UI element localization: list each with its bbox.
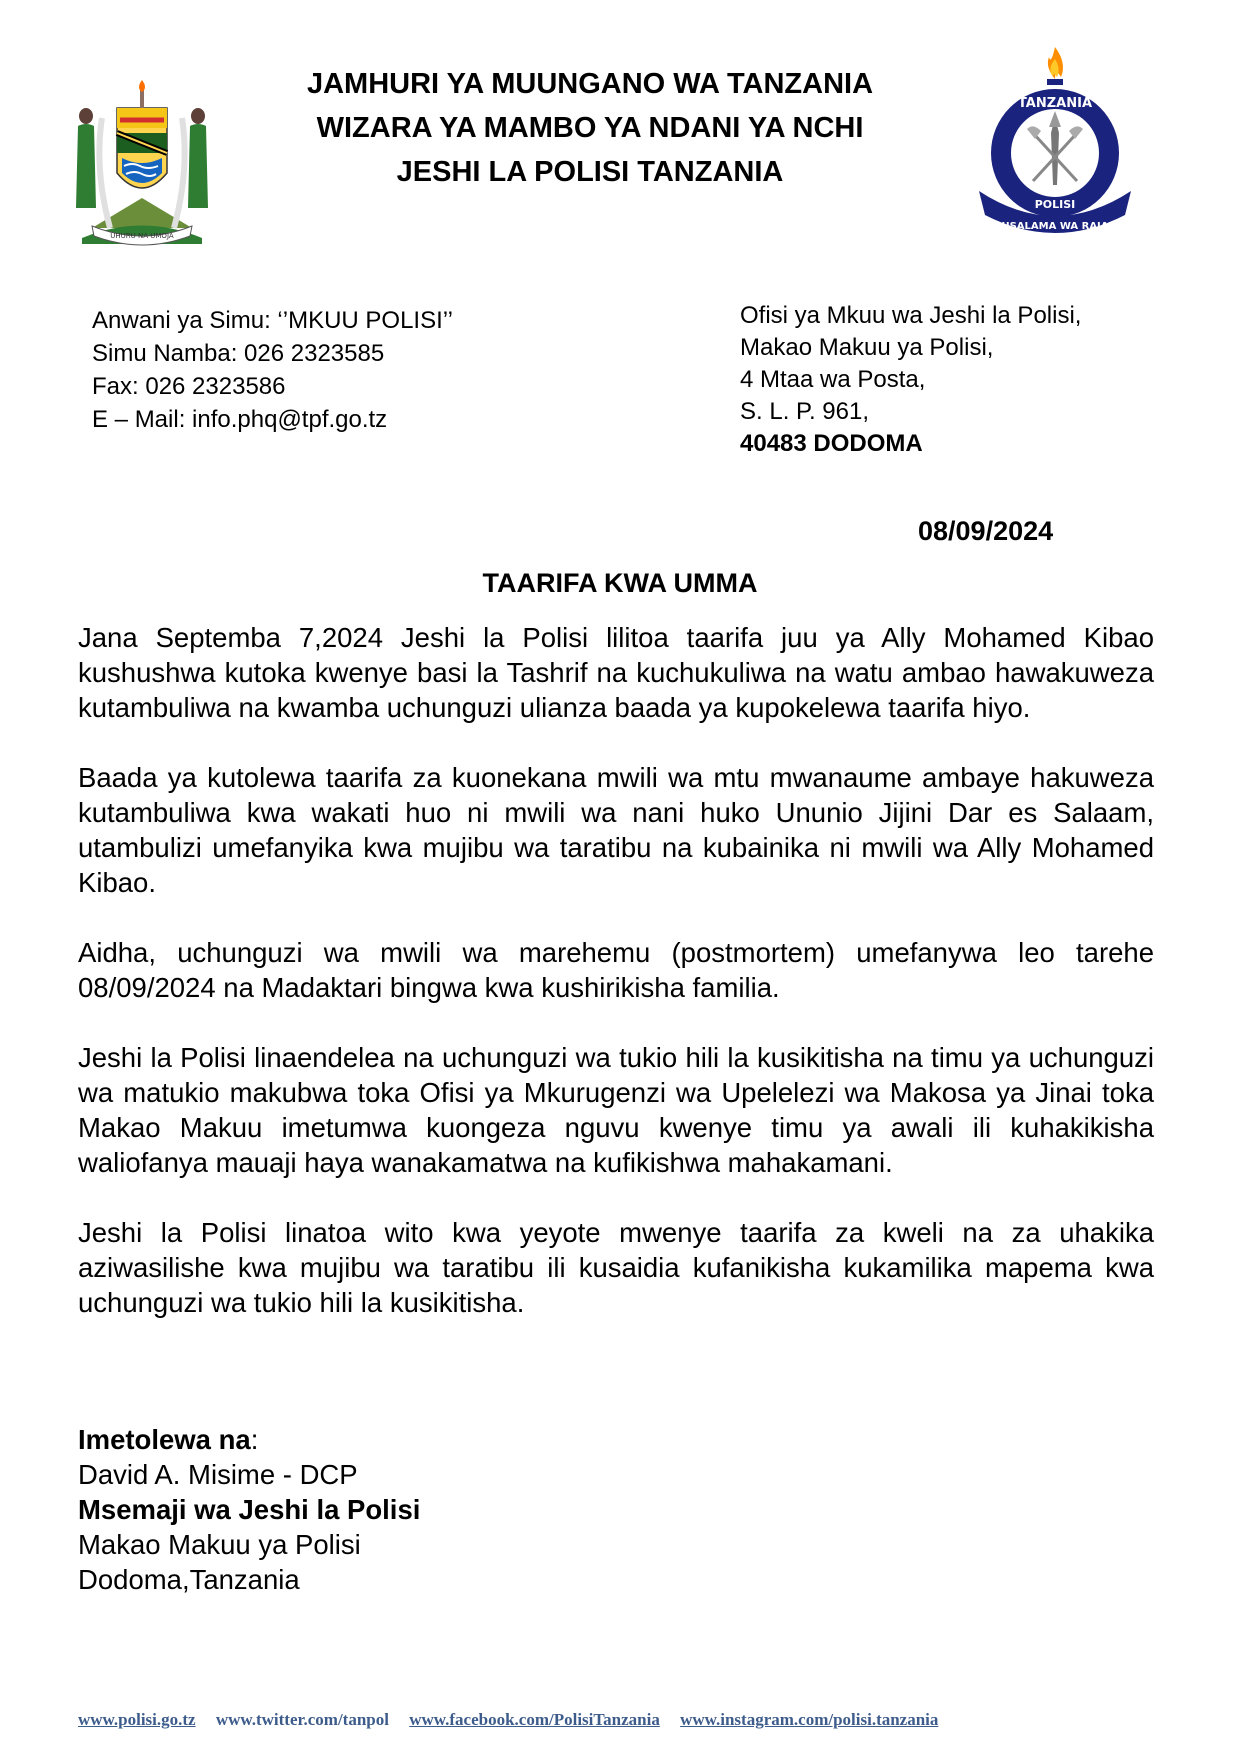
document-heading: TAARIFA KWA UMMA (482, 568, 758, 598)
police-logo-top-text: TANZANIA (1017, 96, 1093, 111)
paragraph-4: Jeshi la Polisi linaendelea na uchunguzi wa tukio hili la kusikitisha na timu ya uchunguzi wa matukio makubwa toka Ofisi ya Mkurugenzi wa Upelelezi wa Makosa ya Jinai toka Makao Makuu imetumwa kuongeza nguvu kwenye timu ya awali ili kuhakikisha waliofanya mauaji haya wanakamatwa na kufikishwa mahakamani. (78, 1042, 1154, 1178)
instagram-link[interactable]: www.instagram.com/polisi.tanzania (680, 1710, 939, 1729)
address-line-2: Makao Makuu ya Polisi, (740, 334, 994, 361)
issued-by-label: Imetolewa na (78, 1424, 251, 1455)
letterhead-title (230, 62, 950, 194)
address-line-4: S. L. P. 961, (740, 398, 869, 425)
signatory-office: Makao Makuu ya Polisi (78, 1529, 361, 1560)
phone-number: Simu Namba: 026 2323585 (92, 340, 385, 367)
signature-block (78, 1422, 420, 1597)
paragraph-3: Aidha, uchunguzi wa mwili wa marehemu (postmortem) umefanywa leo tarehe 08/09/2024 na Madaktari bingwa kwa kushirikisha familia. (78, 937, 1154, 1003)
twitter-link[interactable]: www.twitter.com/tanpol (215, 1710, 389, 1729)
contact-info (92, 304, 453, 436)
document-date: 08/09/2024 (918, 516, 1054, 546)
tanzania-police-badge-icon (975, 45, 1135, 235)
paragraph-1: Jana Septemba 7,2024 Jeshi la Polisi lilitoa taarifa juu ya Ally Mohamed Kibao kushushwa kutoka kwenye basi la Tashrif na kuchukuliwa na watu ambao hawakuweza kutambuliwa na kwamba uchunguzi ulianza baada ya kupokelewa taarifa hiyo. (78, 622, 1154, 723)
signatory-title: Msemaji wa Jeshi la Polisi (78, 1494, 421, 1525)
police-logo-inner-text: POLISI (1034, 198, 1076, 211)
paragraph-2: Baada ya kutolewa taarifa za kuonekana mwili wa mtu mwanaume ambaye hakuweza kutambuliwa kwa wakati huo ni mwili wa nani huko Ununio Jijini Dar es Salaam, utambulizi umefanyika kwa mujibu wa taratibu na kubainika ni mwili wa Ally Mohamed Kibao. (78, 762, 1154, 898)
letterhead-line-1: JAMHURI YA MUUNGANO WA TANZANIA (306, 68, 874, 100)
address-line-1: Ofisi ya Mkuu wa Jeshi la Polisi, (740, 302, 1082, 329)
police-logo-ribbon-text: USALAMA WA RAIA (1001, 221, 1109, 232)
document-body (78, 620, 1154, 1355)
postal-address (740, 300, 1081, 460)
signatory-name: David A. Misime - DCP (78, 1459, 358, 1490)
signatory-location: Dodoma,Tanzania (78, 1564, 300, 1595)
facebook-link[interactable]: www.facebook.com/PolisiTanzania (409, 1710, 660, 1729)
issued-by-colon: : (250, 1424, 259, 1455)
paragraph-5: Jeshi la Polisi linatoa wito kwa yeyote mwenye taarifa za kweli na za uhakika aziwasilishe kwa mujibu wa taratibu ili kusaidia kufanikisha kukamilika mapema kwa uchunguzi wa tukio hili la kusikitisha. (78, 1217, 1154, 1318)
footer-links (78, 1710, 954, 1730)
letterhead-line-2: WIZARA YA MAMBO YA NDANI YA NCHI (316, 112, 864, 144)
address-line-3: 4 Mtaa wa Posta, (740, 366, 926, 393)
letterhead-line-3: JESHI LA POLISI TANZANIA (396, 156, 784, 188)
website-link[interactable]: www.polisi.go.tz (78, 1710, 196, 1729)
telegraphic-address: Anwani ya Simu: ‘’MKUU POLISI’’ (92, 307, 454, 334)
address-city: 40483 DODOMA (740, 430, 923, 457)
tanzania-coat-of-arms-icon (72, 78, 212, 248)
svg-text:UHURU NA UMOJA: UHURU NA UMOJA (110, 232, 174, 240)
fax-number: Fax: 026 2323586 (92, 373, 286, 400)
email-address: E – Mail: info.phq@tpf.go.tz (92, 406, 388, 433)
issued-by-line (78, 1422, 420, 1457)
